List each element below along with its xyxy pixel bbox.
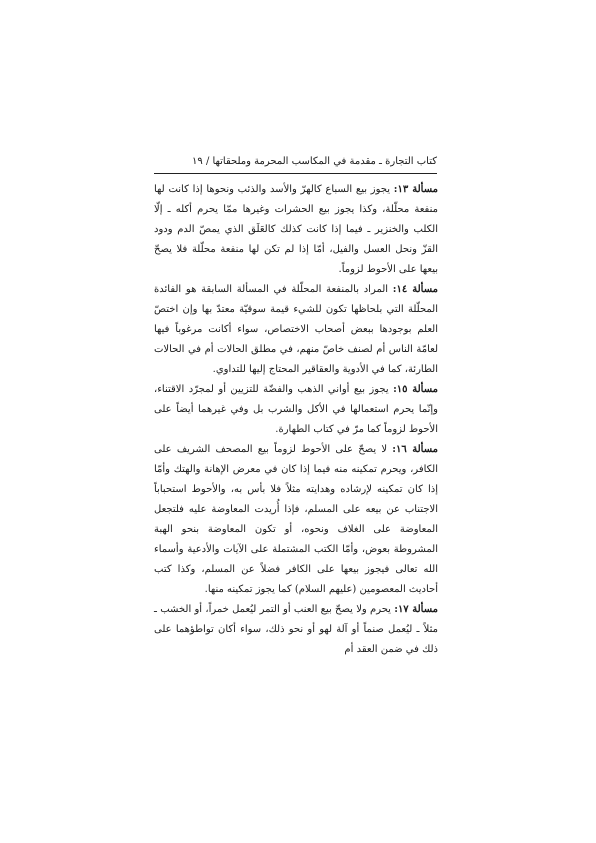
issue-text: لا يصحّ على الأحوط لزوماً بيع المصحف الشريف على الكافر، ويحرم تمكينه منه فيما إذا كان في معرض الإهانة والهتك وأمّا إذا كان تمكينه لإرشاده وهدايته مثلاً فلا بأس به، والأحوط استحباباً الاجتناب عن بيعه على المسلم، فإذا أُريدت المعاوضة عليه فلتجعل المعاوضة على الغلاف ونحوه، أو تكون المعاوضة بنحو الهبة المشروطة بعوض، وأمّا الكتب المشتملة على الآيات والأدعية وأسماء الله تعالى فيجوز بيعها على الكافر فضلاً عن المسلم، وكذا كتب أحاديث المعصومين (عليهم السلام) كما يجوز تمكينه منها. <box>154 444 438 595</box>
issue-label: مسألة ١٧: <box>394 604 438 615</box>
issue-text: يجوز بيع السباع كالهرّ والأسد والذئب ونحوها إذا كانت لها منفعة محلّلة، وكذا يجوز بيع الحشرات وغيرها ممّا يحرم أكله ـ إلّا الكلب والخنزير ـ فيما إذا كانت كذلك كالعَلَق الذي يمصّ الدم ودود القزّ ونحل العسل والفيل، أمّا إذا لم تكن لها منفعة محلّلة فلا يصحّ بيعها على الأحوط لزوماً. <box>154 184 438 275</box>
issue-label: مسألة ١٣: <box>393 184 438 195</box>
issue-paragraph <box>154 440 438 600</box>
issue-text: المراد بالمنفعة المحلّلة في المسألة السابقة هو الفائدة المحلّلة التي بلحاظها تكون للشيء قيمة سوقيّة معتدّ بها وإن اختصّ العلم بوجودها ببعض أصحاب الاختصاص، سواء أكانت مرغوباً فيها لعامّة الناس أم لصنف خاصّ منهم، في مطلق الحالات أم في الحالات الطارئة، كما في الأدوية والعقاقير المحتاج إليها للتداوي. <box>154 284 438 375</box>
issue-label: مسألة ١٤: <box>392 284 439 295</box>
header-divider <box>154 173 437 174</box>
issue-paragraph <box>154 180 438 280</box>
issue-label: مسألة ١٥: <box>393 384 438 395</box>
body-text <box>154 180 438 660</box>
issue-text: يحرم ولا يصحّ بيع العنب أو التمر ليُعمل خمراً، أو الخشب ـ مثلاً ـ ليُعمل صنماً أو آلة لهو أو نحو ذلك، سواء أكان تواطؤهما على ذلك في ضمن العقد أم <box>154 604 438 655</box>
running-title: كتاب التجارة ـ مقدمة في المكاسب المحرمة وملحقاتها / ١٩ <box>192 156 437 167</box>
issue-label: مسألة ١٦: <box>392 444 438 455</box>
issue-paragraph <box>154 380 438 440</box>
issue-paragraph <box>154 280 438 380</box>
issue-paragraph <box>154 600 438 660</box>
running-header <box>154 154 437 172</box>
issue-text: يجوز بيع أواني الذهب والفضّة للتزيين أو لمجرّد الاقتناء، وإنّما يحرم استعمالها في الأكل والشرب بل وفي غيرهما أيضاً على الأحوط لزوماً كما مرّ في كتاب الطهارة. <box>154 384 438 435</box>
